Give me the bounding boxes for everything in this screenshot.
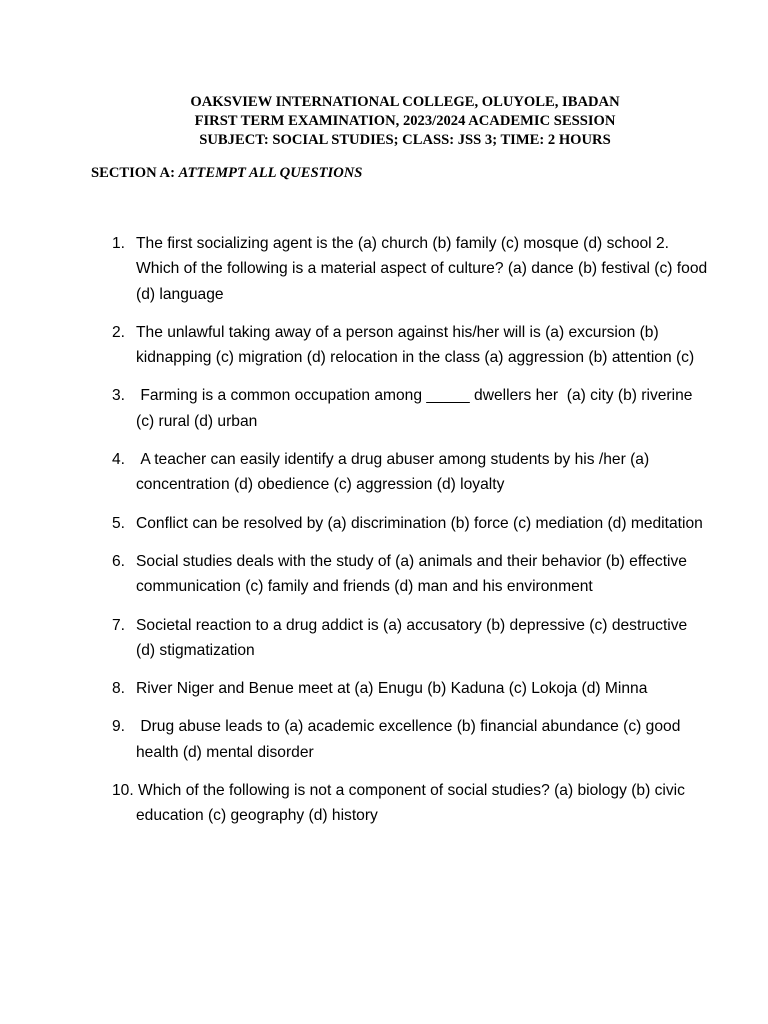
question-text: Drug abuse leads to (a) academic excellence (b) financial abundance (c) good health (d) mental disorder bbox=[136, 718, 685, 761]
question-text: The unlawful taking away of a person against his/her will is (a) excursion (b) kidnapping (c) migration (d) relocation in the class (a) aggression (b) attention (c) bbox=[136, 323, 695, 367]
exam-header bbox=[0, 93, 768, 150]
school-name: OAKSVIEW INTERNATIONAL COLLEGE, OLUYOLE, IBADAN bbox=[190, 94, 620, 110]
section-label: SECTION A: bbox=[91, 165, 179, 181]
question-number: 6. bbox=[112, 552, 126, 570]
question-number: 1. bbox=[112, 235, 126, 252]
question-number: 4. bbox=[112, 451, 126, 469]
question-body: Which of the following is not a component of social studies? (a) biology (b) civic education (c) geography (d) history bbox=[136, 782, 685, 825]
question-list bbox=[0, 231, 768, 842]
exam-title: FIRST TERM EXAMINATION, 2023/2024 ACADEMIC SESSION bbox=[194, 113, 616, 129]
question-item bbox=[0, 613, 768, 664]
question-number: 3. bbox=[112, 387, 126, 405]
question-item bbox=[0, 549, 768, 600]
question-number: 8. bbox=[112, 680, 126, 698]
question-text: Societal reaction to a drug addict is (a) accusatory (b) depressive (c) destructive (d) stigmatization bbox=[136, 616, 688, 659]
question-item bbox=[0, 447, 768, 498]
question-item bbox=[0, 778, 768, 829]
question-item bbox=[0, 511, 768, 536]
question-item bbox=[0, 714, 768, 765]
question-number: 9. bbox=[112, 718, 126, 736]
subject-line: SUBJECT: SOCIAL STUDIES; CLASS: JSS 3; TIME: 2 HOURS bbox=[199, 132, 611, 148]
question-text: The first socializing agent is the (a) church (b) family (c) mosque (d) school 2. Which of the following is a material aspect of culture? (a) dance (b) festival (c) food (d) language bbox=[136, 235, 708, 303]
question-text: River Niger and Benue meet at (a) Enugu (b) Kaduna (c) Lokoja (d) Minna bbox=[136, 680, 648, 698]
question-text: Social studies deals with the study of (a) animals and their behavior (b) effective communication (c) family and friends (d) man and his environment bbox=[136, 552, 687, 596]
question-number: 5. bbox=[112, 514, 126, 532]
section-instruction: ATTEMPT ALL QUESTIONS bbox=[178, 165, 363, 181]
question-text: A teacher can easily identify a drug abuser among students by his /her (a) concentration (d) obedience (c) aggression (d) loyalty bbox=[136, 451, 654, 494]
question-text: Farming is a common occupation among _____ dwellers her (a) city (b) riverine (c) rural (d) urban bbox=[136, 387, 697, 430]
question-item bbox=[0, 320, 768, 371]
question-text bbox=[112, 778, 708, 829]
question-text: Conflict can be resolved by (a) discrimination (b) force (c) mediation (d) meditation bbox=[136, 514, 703, 532]
question-item bbox=[0, 383, 768, 434]
question-number: 10. bbox=[112, 782, 134, 800]
question-number: 2. bbox=[112, 323, 126, 341]
section-heading bbox=[91, 164, 362, 183]
question-item bbox=[0, 231, 768, 307]
question-number: 7. bbox=[112, 616, 126, 634]
question-item bbox=[0, 676, 768, 701]
